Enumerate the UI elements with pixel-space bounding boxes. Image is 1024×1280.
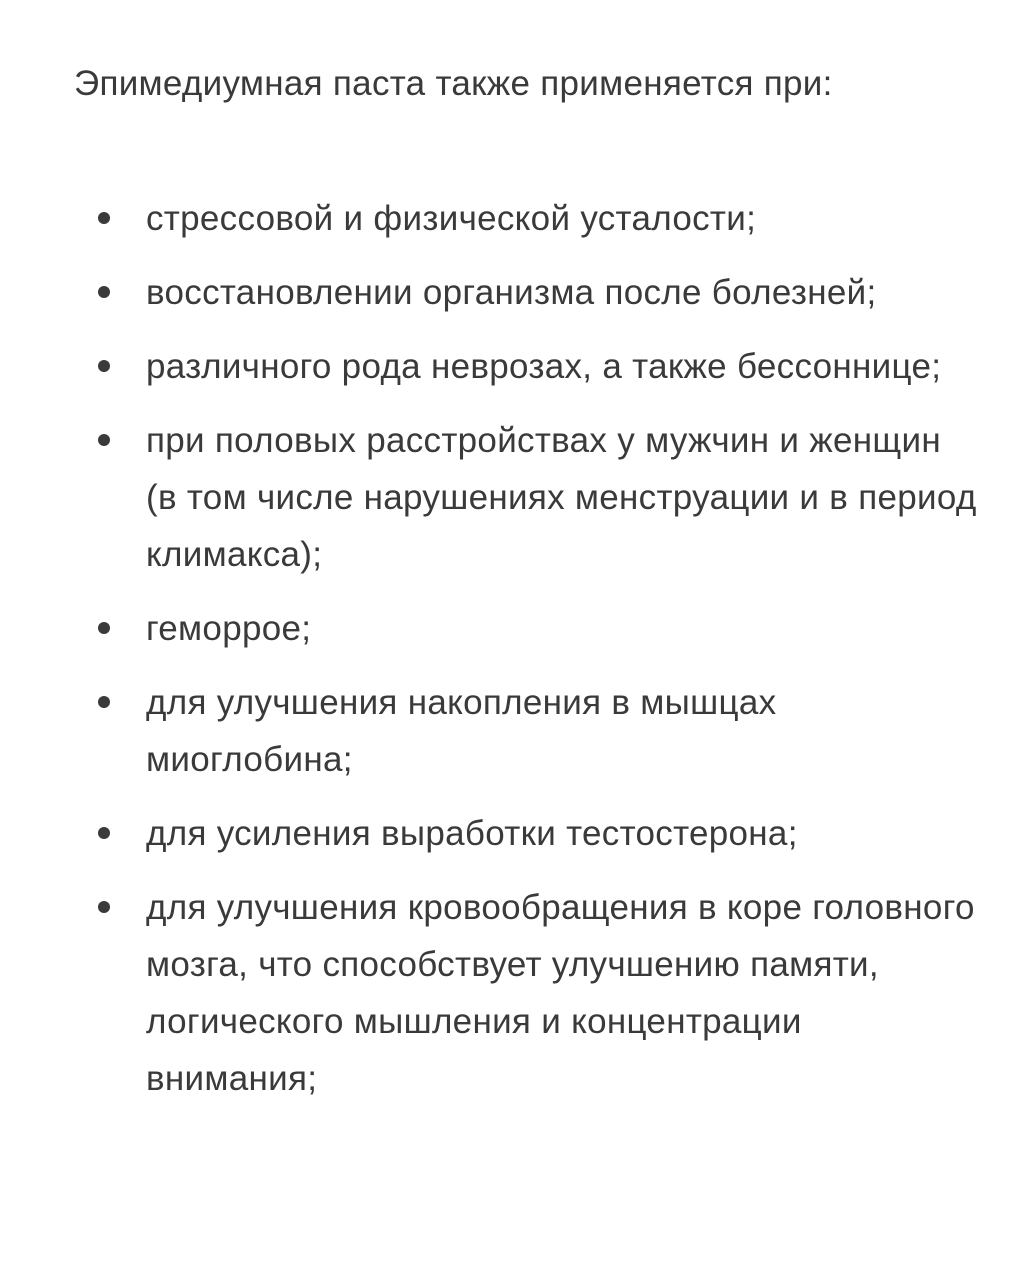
list-item-text: различного рода неврозах, а также бессоннице; xyxy=(146,347,942,386)
bullet-icon xyxy=(98,434,110,446)
list-item-text: для усиления выработки тестостерона; xyxy=(146,814,798,853)
list-item xyxy=(98,264,978,321)
bullet-icon xyxy=(98,212,110,224)
usage-list xyxy=(98,190,978,1124)
list-item xyxy=(98,600,978,657)
list-item xyxy=(98,412,978,583)
list-item-text: восстановлении организма после болезней; xyxy=(146,273,877,312)
bullet-icon xyxy=(98,360,110,372)
list-item-text: при половых расстройствах у мужчин и женщин (в том числе нарушениях менструации и в период климакса); xyxy=(146,421,977,574)
bullet-icon xyxy=(98,286,110,298)
bullet-icon xyxy=(98,622,110,634)
list-item xyxy=(98,190,978,247)
intro-paragraph: Эпимедиумная паста также применяется при: xyxy=(74,64,833,103)
list-item-text: стрессовой и физической усталости; xyxy=(146,199,757,238)
bullet-icon xyxy=(98,901,110,913)
list-item-text: для улучшения кровообращения в коре головного мозга, что способствует улучшению памяти, логического мышления и концентрации внимания; xyxy=(146,888,975,1098)
bullet-icon xyxy=(98,827,110,839)
list-item-text: для улучшения накопления в мышцах миоглобина; xyxy=(146,683,777,779)
list-item-text: геморрое; xyxy=(146,609,312,648)
list-item xyxy=(98,338,978,395)
list-item xyxy=(98,879,978,1107)
list-item xyxy=(98,805,978,862)
bullet-icon xyxy=(98,696,110,708)
list-item xyxy=(98,674,978,788)
